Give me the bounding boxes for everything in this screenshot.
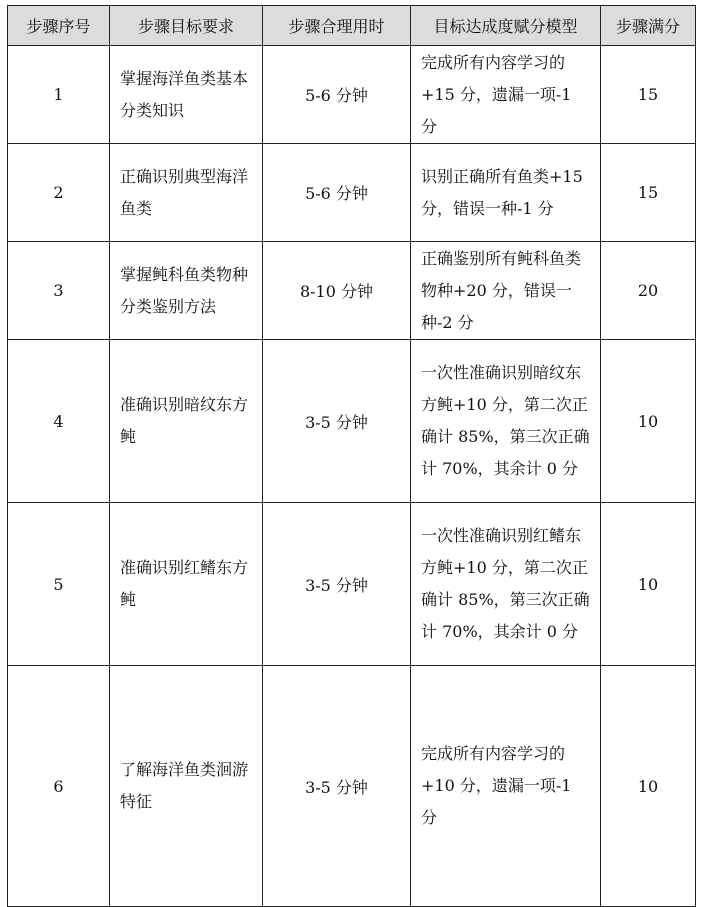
scoring-model-cell: 完成所有内容学习的+10 分，遗漏一项-1 分 bbox=[421, 744, 572, 827]
step-time-cell: 8-10 分钟 bbox=[263, 242, 411, 340]
table-row bbox=[8, 242, 696, 340]
table-row bbox=[8, 46, 696, 144]
full-score-cell: 15 bbox=[601, 144, 696, 242]
step-goal-cell: 了解海洋鱼类洄游特征 bbox=[120, 760, 249, 811]
step-no-cell: 2 bbox=[8, 144, 110, 242]
full-score-cell: 10 bbox=[601, 666, 696, 907]
step-time-cell: 3-5 分钟 bbox=[263, 666, 411, 907]
table-row bbox=[8, 340, 696, 503]
scoring-model-cell: 一次性准确识别红鳍东方鲀+10 分，第二次正确计 85%，第三次正确计 70%，其余计 0 分 bbox=[421, 526, 590, 641]
step-no-cell: 5 bbox=[8, 503, 110, 666]
header-step-goal: 步骤目标要求 bbox=[110, 6, 263, 46]
step-goal-cell: 掌握鲀科鱼类物种分类鉴别方法 bbox=[120, 264, 249, 316]
table-row bbox=[8, 144, 696, 242]
scoring-model-cell: 正确鉴别所有鲀科鱼类物种+20 分，错误一种-2 分 bbox=[421, 248, 582, 332]
step-no-cell: 3 bbox=[8, 242, 110, 340]
step-time-cell: 5-6 分钟 bbox=[263, 144, 411, 242]
step-goal-cell: 掌握海洋鱼类基本分类知识 bbox=[120, 68, 249, 120]
step-goal-cell: 正确识别典型海洋鱼类 bbox=[120, 166, 249, 218]
header-scoring-model: 目标达成度赋分模型 bbox=[411, 6, 601, 46]
step-time-cell: 5-6 分钟 bbox=[263, 46, 411, 144]
step-goal-cell: 准确识别红鳍东方鲀 bbox=[120, 558, 249, 609]
step-scoring-table bbox=[7, 5, 696, 907]
full-score-cell: 10 bbox=[601, 340, 696, 503]
scoring-model-cell: 一次性准确识别暗纹东方鲀+10 分，第二次正确计 85%，第三次正确计 70%，其余计 0 分 bbox=[421, 363, 590, 478]
header-step-no: 步骤序号 bbox=[8, 6, 110, 46]
header-step-time: 步骤合理用时 bbox=[263, 6, 411, 46]
step-time-cell: 3-5 分钟 bbox=[263, 340, 411, 503]
header-full-score: 步骤满分 bbox=[601, 6, 696, 46]
table-row bbox=[8, 666, 696, 907]
step-time-cell: 3-5 分钟 bbox=[263, 503, 411, 666]
step-goal-cell: 准确识别暗纹东方鲀 bbox=[120, 395, 249, 446]
step-no-cell: 4 bbox=[8, 340, 110, 503]
scoring-model-cell: 完成所有内容学习的+15 分，遗漏一项-1 分 bbox=[421, 52, 572, 136]
full-score-cell: 20 bbox=[601, 242, 696, 340]
table-header-row bbox=[8, 6, 696, 46]
full-score-cell: 10 bbox=[601, 503, 696, 666]
step-no-cell: 6 bbox=[8, 666, 110, 907]
full-score-cell: 15 bbox=[601, 46, 696, 144]
table-row bbox=[8, 503, 696, 666]
step-no-cell: 1 bbox=[8, 46, 110, 144]
scoring-model-cell: 识别正确所有鱼类+15 分，错误一种-1 分 bbox=[421, 166, 583, 218]
